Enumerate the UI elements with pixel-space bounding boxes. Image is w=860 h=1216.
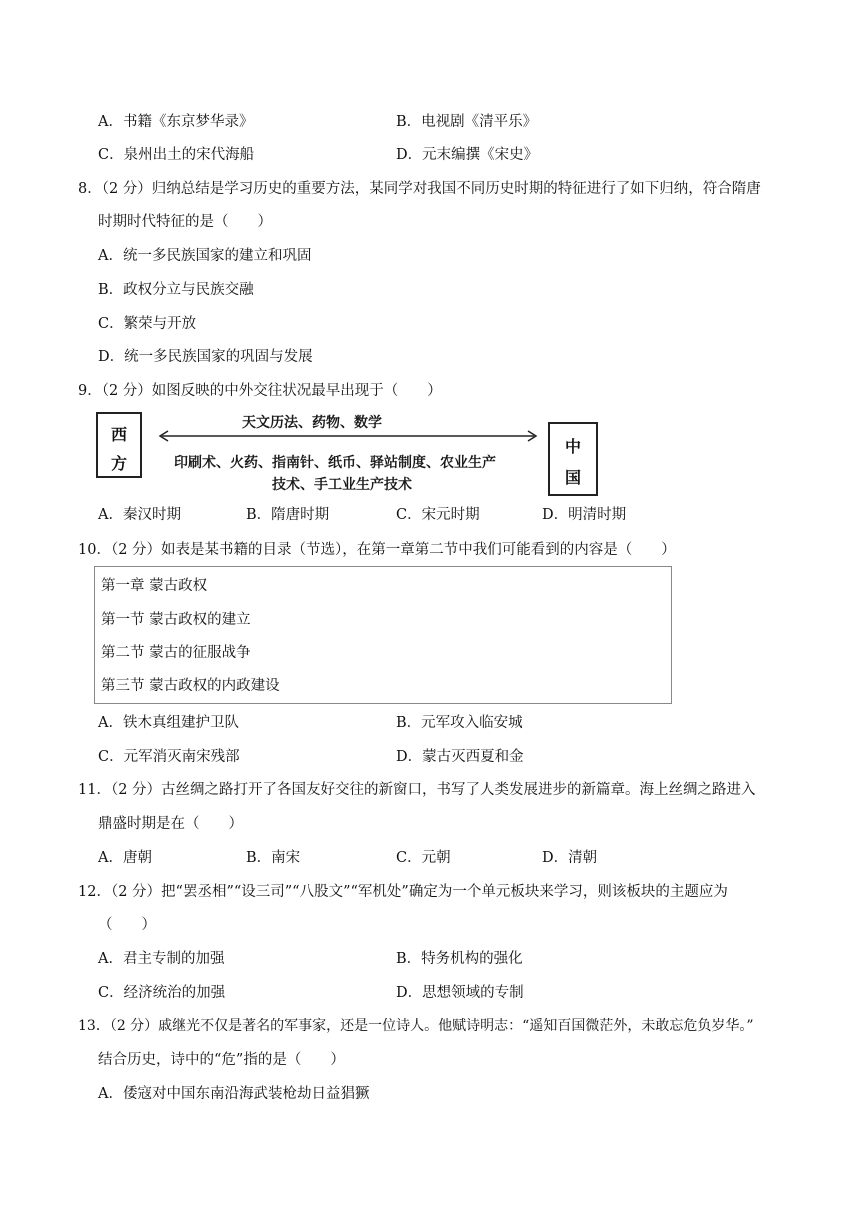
q11-option-d: D．清朝 [542, 850, 598, 866]
q11-option-a: A．唐朝 [98, 850, 152, 866]
q13-stem-line1: 13．（2 分）戚继光不仅是著名的军事家，还是一位诗人。他赋诗明志：“遥知百国微茫外，未敢忘危负岁华。” [78, 1018, 754, 1034]
q8-option-a: A．统一多民族国家的建立和巩固 [98, 248, 312, 264]
q12-option-b: B．特务机构的强化 [396, 951, 523, 967]
table-row: 第一节 蒙古政权的建立 [101, 612, 251, 628]
west-to-china-text: 天文历法、药物、数学 [242, 415, 382, 431]
table-row: 第一章 蒙古政权 [101, 578, 208, 594]
q10-option-c: C．元军消灭南宋残部 [98, 749, 240, 765]
q9-stem: 9．（2 分）如图反映的中外交往状况最早出现于（ ） [78, 383, 442, 399]
q12-stem-line1: 12．（2 分）把“罢丞相”“设三司”“八股文”“军机处”确定为一个单元板块来学习，则该板块的主题应为 [78, 884, 728, 900]
q11-stem-line2: 鼎盛时期是在（ ） [98, 816, 243, 832]
q9-option-d: D．明清时期 [542, 507, 627, 523]
q13-stem-line2: 结合历史，诗中的“危”指的是（ ） [98, 1052, 345, 1068]
q10-option-d: D．蒙古灭西夏和金 [396, 749, 524, 765]
q10-stem: 10．（2 分）如表是某书籍的目录（节选），在第一章第二节中我们可能看到的内容是（ ） [78, 542, 676, 558]
q11-option-c: C．元朝 [396, 850, 451, 866]
q10-option-b: B．元军攻入临安城 [396, 715, 523, 731]
china-box: 中 国 [548, 422, 598, 496]
q10-contents-table [94, 566, 672, 704]
q8-option-d: D．统一多民族国家的巩固与发展 [98, 349, 313, 365]
q9-option-c: C．宋元时期 [396, 507, 480, 523]
q12-stem-line2: （ ） [98, 917, 156, 933]
q7-option-c: C．泉州出土的宋代海船 [98, 147, 255, 163]
china-to-west-text-line2: 技术、手工业生产技术 [272, 477, 412, 493]
q8-option-c: C．繁荣与开放 [98, 316, 197, 332]
q9-exchange-figure [96, 408, 600, 498]
west-box: 西 方 [96, 412, 142, 478]
q9-option-b: B．隋唐时期 [246, 507, 330, 523]
q8-stem-line2: 时期时代特征的是（ ） [98, 214, 272, 230]
q9-option-a: A．秦汉时期 [98, 507, 181, 523]
q10-option-a: A．铁木真组建护卫队 [98, 715, 239, 731]
q12-option-a: A．君主专制的加强 [98, 951, 225, 967]
q7-option-b: B．电视剧《清平乐》 [396, 114, 538, 130]
q8-stem-line1: 8．（2 分）归纳总结是学习历史的重要方法，某同学对我国不同历史时期的特征进行了如下归纳，符合隋唐 [78, 181, 761, 197]
china-to-west-text-line1: 印刷术、火药、指南针、纸币、驿站制度、农业生产 [174, 455, 496, 471]
q12-option-d: D．思想领域的专制 [396, 985, 524, 1001]
q8-option-b: B．政权分立与民族交融 [98, 282, 254, 298]
q11-option-b: B．南宋 [246, 850, 301, 866]
q7-option-a: A．书籍《东京梦华录》 [98, 114, 254, 130]
q13-option-a: A．倭寇对中国东南沿海武装枪劫日益猖獗 [98, 1086, 370, 1102]
table-row: 第二节 蒙古的征服战争 [101, 645, 251, 661]
q12-option-c: C．经济统治的加强 [98, 985, 226, 1001]
q11-stem-line1: 11．（2 分）古丝绸之路打开了各国友好交往的新窗口，书写了人类发展进步的新篇章。海上丝绸之路进入 [78, 782, 756, 798]
table-row: 第三节 蒙古政权的内政建设 [101, 678, 280, 694]
double-arrow-icon [156, 430, 540, 442]
q7-option-d: D．元末编撰《宋史》 [396, 147, 539, 163]
